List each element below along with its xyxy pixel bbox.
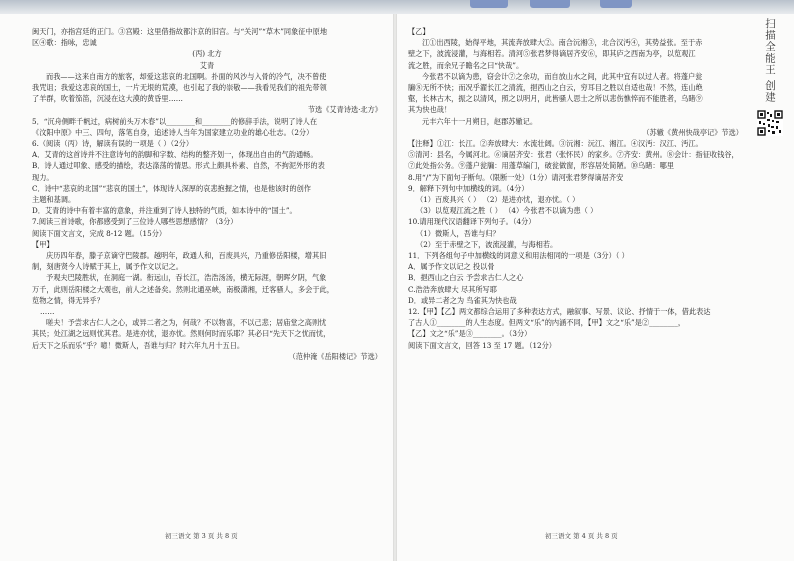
question-line: 8.用“/”为下面句子断句。（限断一处）（1分）请河张君梦得谪居齐安 (408, 172, 624, 182)
exam-page-4 (408, 26, 743, 526)
question-line: 12.【甲】【乙】两文都综合运用了多种表达方式，融叙事、写景、议论、抒情于一体，借此表达 (408, 307, 711, 317)
source-note: （范仲淹《岳阳楼记》节选） (288, 351, 382, 361)
annotation-line: ⑦此处指公务。⑨蓬户瓮牖：用蓬草编门，破瓮做窗，形容居处简陋。⑩乌睹：哪里 (408, 161, 674, 171)
scanner-brand-watermark: 扫描全能王 创建 (764, 18, 776, 103)
text-line: 而我——这来自南方的旅客，却爱这悲哀的北国啊。扑面的风沙与入骨的冷气，决不曾使 (46, 71, 327, 81)
page-fold (393, 14, 397, 561)
question-line: 《汶阳中原》中三、四句，落笔自身，追述诗人当年为国家建立功业的雄心壮志。（2分） (32, 127, 314, 137)
scan-top-edge (0, 0, 794, 14)
text-line: 其民；处江湖之远则忧其君。是进亦忧，退亦忧。然则何时而乐耶？其必曰“先天下之忧而忧， (32, 329, 331, 339)
source-note: 节选《艾青诗选·北方》 (307, 105, 382, 115)
option-line: D．艾青的诗中有着丰富的意象，并注重到了诗人独特的气质，如本诗中的“国土”。 (32, 206, 297, 216)
sub-question: （1）微斯人，吾谁与归？ (416, 228, 500, 238)
passage-label: 【甲】 (32, 239, 54, 249)
text-line: 万千，此则岳阳楼之大观也，前人之述备矣。然则北通巫峡，南极潇湘，迁客骚人，多会于此， (32, 284, 334, 294)
text-line: 其为快也哉！ (408, 105, 452, 115)
text-line: 壑，长林古木，振之以清风，照之以明月，此皆骚人思士之所以悲伤憔悴而不能胜者，乌睹⑨ (408, 94, 703, 104)
passage-label: 【乙】 (408, 27, 430, 36)
option-line: B．挹西山之白云 予尝求古仁人之心 (408, 273, 524, 283)
text-line: 我咒诅；我爱这悲哀的国土，一片无垠的荒漠，也引起了我的崇敬——我看见我们的祖先带领 (32, 83, 327, 93)
text-line: 区④歌：指咏，忠诚 (32, 38, 97, 48)
page-footer: 初三语文 第 3 页 共 8 页 (165, 532, 238, 540)
text-line: 今张君不以谪为患，窃会计⑦之余功，而自放山水之间，此其中宜有以过人者。将蓬户瓮 (422, 71, 703, 81)
question-line: 6.（阅读（丙）诗，解读有误的一项是（ ）（2分） (32, 139, 194, 149)
qr-code-icon (757, 110, 783, 136)
question-line: 9．解释下列句中加横线的词。（4分） (408, 183, 529, 193)
text-line: 流之胜，而余兄子瞻名之曰“快哉”。 (408, 60, 524, 70)
sub-question: （3）以览观江流之胜（ ） （4）今张君不以谪为患（ ） (416, 206, 598, 216)
annotation-line: 【注释】①江：长江。②奔放肆大：水流壮阔。③沅湘：沅江、湘江。④汉沔：汉江、沔江。 (408, 139, 703, 149)
option-line: A．艾青的这首诗并不注意诗句的韵脚和字数、结构的整齐划一，体现出自由的气韵通畅。 (32, 150, 318, 160)
question-line: 11．下列各组句子中加横线的词意义和用法相同的一项是（3分）（ ） (408, 251, 629, 261)
scan-edge-tab (600, 0, 632, 8)
scan-edge-tab (470, 0, 508, 8)
text-line: 庆历四年春，滕子京谪守巴陵郡。越明年，政通人和，百废具兴，乃重修岳阳楼，增其旧 (46, 251, 327, 261)
text-line: 了羊群，吹着笳笛，沉浸在这大漠的黄昏里…… (32, 94, 183, 104)
text-line: 牖⑧无所不快；而况乎濯长江之清流，挹西山之白云，穷耳目之胜以自适也哉！不然，连山绝 (408, 83, 703, 93)
page-footer: 初三语文 第 4 页 共 8 页 (545, 532, 618, 540)
text-line: 后天下之乐而乐”乎？噫！微斯人，吾谁与归？时六年九月十五日。 (32, 340, 245, 350)
question-line: 7.阅读三首诗歌，你都感受到了三位诗人哪些思想感情？（3分） (32, 217, 238, 227)
option-line: 现力。 (32, 172, 54, 182)
text-line: 览物之情，得无异乎？ (32, 295, 104, 305)
text-line: 壁之下，波流浸灌，与海相若。清河⑤张君梦得谪居齐安⑥，即其庐之西南为亭，以览观江 (408, 49, 696, 59)
option-line: C.浩浩奔放肆大 尽其所写耶 (408, 284, 497, 294)
text-line: 元丰六年十一月朔日，赵郡苏辙记。 (422, 116, 538, 126)
source-note: （苏辙《黄州快哉亭记》节选） (642, 127, 743, 137)
section-intro: 阅读下面文言文，完成 8-12 题。（15分） (32, 228, 167, 238)
exam-page-3 (32, 26, 382, 526)
text-line: 江①出西陵，始得平地，其流奔放肆大②。南合沅湘③，北合汉沔④，其势益张。至于赤 (422, 38, 703, 48)
sub-question: （1）百废具兴（ ） （2）是进亦忧，退亦忧。（ ） (416, 195, 580, 205)
option-line: D．或异二者之为 鸟雀其为快也哉 (408, 295, 517, 305)
text-line: 制，刻唐贤今人诗赋于其上，属予作文以记之。 (32, 262, 183, 272)
poem-author: 艾青 (199, 60, 215, 70)
sub-question: （2）至于赤壁之下，波流浸灌，与海相若。 (416, 239, 558, 249)
section-intro: 阅读下面文言文，回答 13 至 17 题。（12分） (408, 340, 556, 350)
option-line: C．诗中“悲哀的北国”“悲哀的国土”，体现诗人深厚的哀悲抱握之情，也是他该时的创作 (32, 183, 311, 193)
question-line: 5．“沉舟侧畔千帆过，病树前头万木春”以________和________的修辞手法，说明了诗人在 (32, 116, 318, 126)
option-line: B．诗人通过叩象、感受的描绘，表达涤荡的情思。形式上颇具朴素、自然，不拘泥外形的表 (32, 161, 325, 171)
text-line: 予观夫巴陵胜状，在洞庭一湖。衔远山，吞长江，浩浩汤汤，横无际涯，朝晖夕阴，气象 (46, 273, 327, 283)
annotation-line: ⑤清河：县名，今属河北。⑥谪居齐安：张君（张怀民）的家乡。⑦齐安：黄州。⑧会计：指征收钱谷， (408, 150, 739, 160)
question-line: 【乙】文之“乐”是③________。（3分） (408, 329, 532, 339)
question-line: 10.请用现代汉语翻译下列句子。（4分） (408, 217, 536, 227)
ellipsis: …… (40, 307, 55, 317)
option-line: 主题和基调。 (32, 195, 76, 205)
poem-heading: (丙) 北方 (192, 49, 222, 59)
option-line: A．属予作文以记之 投以骨 (408, 262, 495, 272)
text-line: 闽天门，亦指宫廷的正门。③宫殿：这里借指故都汴京的旧宫。与“关河”“草木”同象征中原地 (32, 27, 328, 36)
scan-edge-tab (530, 0, 570, 8)
question-line: 了古人①________的人生态度。但两文“乐”的内涵不同，【甲】文之“乐”是②________， (408, 318, 686, 328)
text-line: 嗟夫！予尝求古仁人之心，或异二者之为，何哉？不以物喜，不以己悲；居庙堂之高则忧 (46, 318, 327, 328)
